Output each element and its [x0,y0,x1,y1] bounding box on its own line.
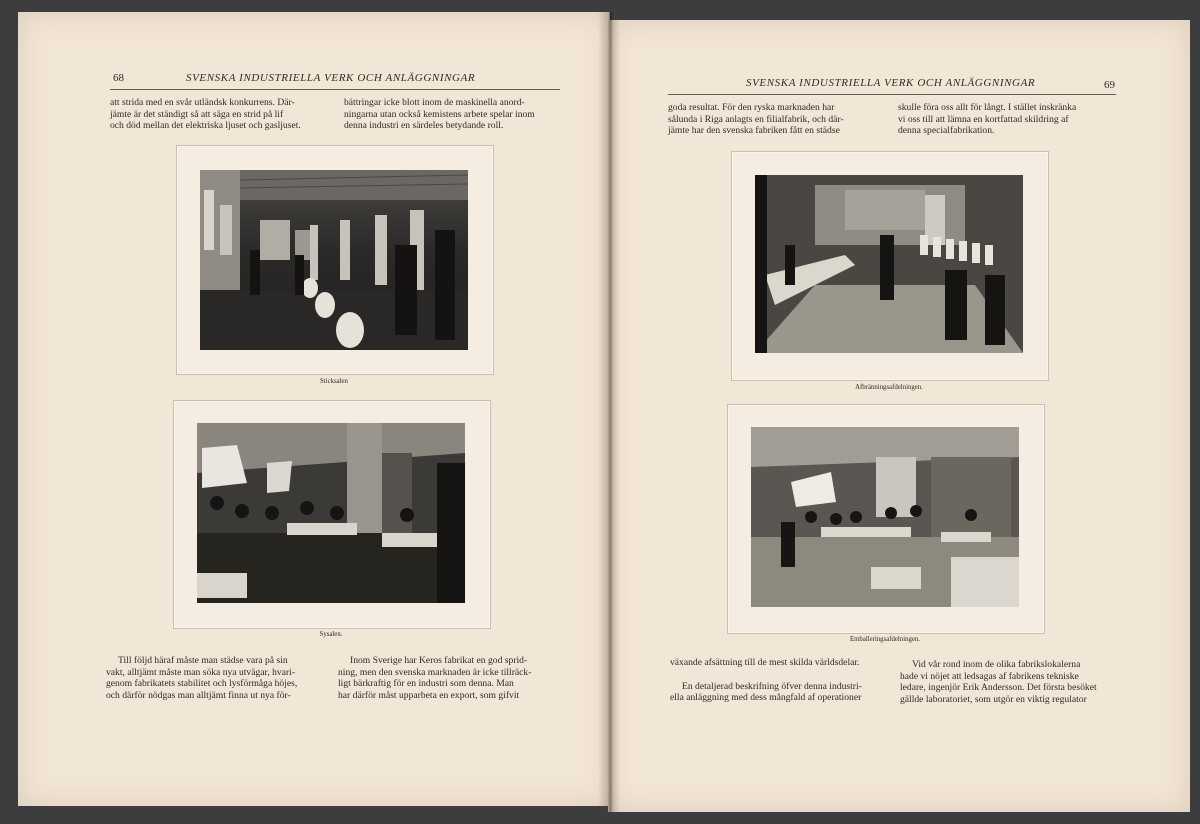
text-line: gällde laboratoriet, som utgör en viktig regulator [900,693,1087,705]
page-number-left: 68 [113,72,124,84]
right-top-column-1 [668,102,884,137]
text-line: goda resultat. För den ryska marknaden har [668,102,835,113]
photo-sticksalen [200,170,468,350]
text-line: jämte har den svenska fabriken fått en städse [668,125,840,136]
running-head-left: SVENSKA INDUSTRIELLA VERK OCH ANLÄGGNINGAR [186,72,476,84]
left-bottom-column-1 [106,655,324,701]
photo-afbranningsafdelningen [755,175,1023,353]
right-bottom-column-1 [670,657,884,704]
text-line: vakt, alltjämt måste man söka nya utvägar, hvari- [106,666,296,678]
text-line: att strida med en svår utländsk konkurrens. Där- [110,97,295,108]
page-number-right: 69 [1104,79,1115,91]
text-line: skulle föra oss allt för långt. I stället inskränka [898,102,1077,113]
text-line: Till följd häraf måste man städse vara på sin [118,655,288,666]
caption-sticksalen: Sticksalen [320,378,348,385]
text-line: ella anläggning med dess mångfald af operationer [670,692,862,703]
text-line: har därför måst upparbeta en export, som gifvit [338,689,520,701]
running-head-right: SVENSKA INDUSTRIELLA VERK OCH ANLÄGGNINGAR [746,77,1036,89]
text-line: Vid vår rond inom de olika fabrikslokalerna [912,659,1081,670]
photo-sysalen [197,423,465,603]
text-line: hade vi nöjet att ledsagas af fabrikens tekniske [900,670,1079,682]
text-line: jämte är det ständigt så att säga en strid på lif [110,108,284,120]
text-line: och därför nödgas man alltjämt finna ut nya för- [106,689,291,701]
text-line: En detaljerad beskrifning öfver denna industri- [682,680,862,692]
right-bottom-column-2 [900,659,1116,705]
right-top-column-2 [898,102,1116,137]
text-line: växande afsättning till de mest skilda världsdelar. [670,657,860,668]
text-line: bättringar icke blott inom de maskinella anord- [344,97,525,108]
text-line: denna specialfabrikation. [898,125,995,136]
text-line: ning, men den svenska marknaden är icke tillräck- [338,666,532,678]
header-rule-left [110,89,560,90]
caption-sysalen: Sysalen. [319,631,343,638]
text-line: ledare, ingenjör Erik Andersson. Det första besöket [900,682,1097,693]
text-line: genom fabrikatets stabilitet och lysförmåga höjes, [106,678,298,689]
text-line: vi oss till att lämna en kortfattad skildring af [898,113,1069,125]
caption-emballeringsafdelningen: Emballeringsafdelningen. [849,636,921,643]
text-line: och död mellan det elektriska ljuset och gasljuset. [110,120,301,131]
caption-afbranningsafdelningen: Afbränningsafdelningen. [855,384,923,391]
text-line: denna industri en särdeles betydande roll. [344,120,504,131]
photo-emballeringsafdelningen [751,427,1019,607]
text-line: ligt bärkraftig för en industri som denna. Man [338,678,514,689]
left-top-column-2 [344,97,560,132]
left-bottom-column-2 [338,655,554,701]
text-line: sålunda i Riga anlagts en filialfabrik, och där- [668,113,844,125]
text-line: Inom Sverige har Keros fabrikat en god sprid- [350,655,528,666]
text-line: ningarna utan också kemistens arbete spelar inom [344,108,535,120]
header-rule-right [668,94,1116,95]
book-gutter [598,12,620,812]
left-top-column-1 [110,97,328,132]
